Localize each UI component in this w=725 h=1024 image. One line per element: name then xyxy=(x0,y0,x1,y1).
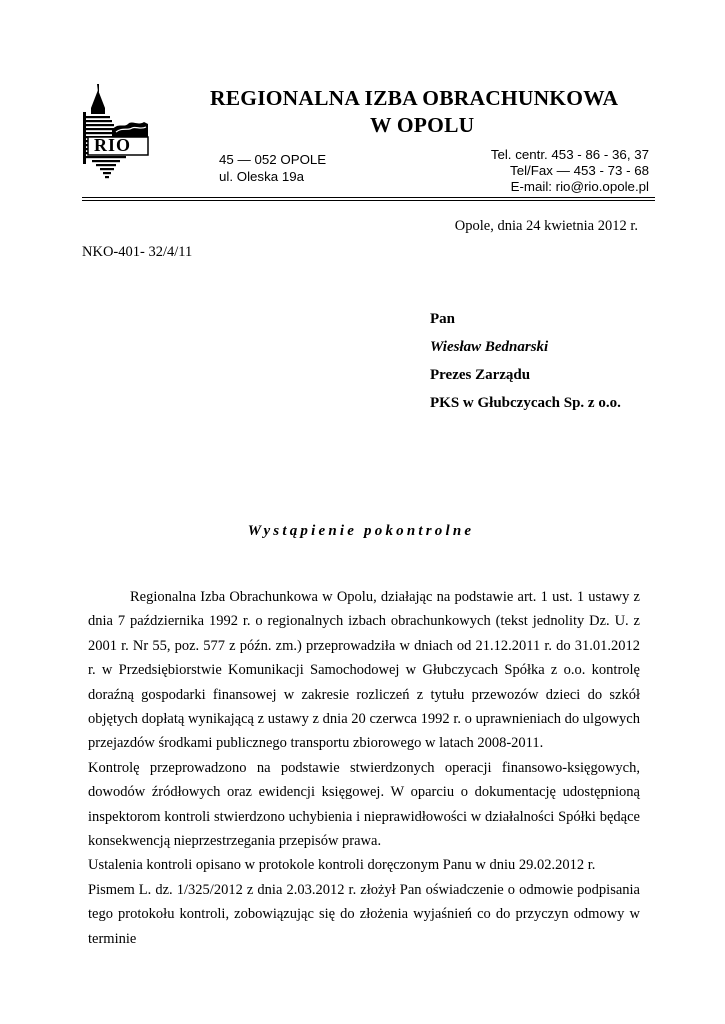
body-paragraph: Ustalenia kontroli opisano w protokole kontroli doręczonym Panu w dniu 29.02.2012 r. xyxy=(88,857,596,874)
reference-number: NKO-401- 32/4/11 xyxy=(82,244,193,260)
recipient-position: Prezes Zarządu xyxy=(430,367,531,383)
recipient-company: PKS w Głubczycach Sp. z o.o. xyxy=(430,395,621,411)
fax-number: Tel/Fax — 453 - 73 - 68 xyxy=(510,163,649,178)
document-heading xyxy=(0,523,725,540)
body-paragraph: Regionalna Izba Obrachunkowa w Opolu, działając na podstawie art. 1 ust. 1 ustawy z dnia 7 października 1992 r. o regionalnych izbach obrachunkowych (tekst jednolity Dz. U. z 2001 r. Nr 55, poz. 577 z późn. zm.) przeprowadziła w dniach od 21.12.2011 r. do 31.01.2012 r. w Przedsiębiorstwie Komunikacji Samochodowej w Głubczycach Spółka z o.o. kontrolę doraźną gospodarki finansowej w zakresie rozliczeń z tytułu przewozów dzieci do szkół objętych dopłatą wynikającą z ustawy z dnia 20 czerwca 1992 r. o uprawnieniach do ulgowych przejazdów środkami publicznego transportu zbiorowego w latach 2008-2011. xyxy=(88,589,640,752)
letter-body xyxy=(88,585,640,951)
postal-code: 45 — 052 OPOLE xyxy=(219,152,327,167)
header-divider xyxy=(82,200,655,201)
phone-number: Tel. centr. 453 - 86 - 36, 37 xyxy=(490,147,649,162)
heading-text: Wystąpienie pokontrolne xyxy=(247,523,475,539)
recipient-salutation: Pan xyxy=(430,311,456,327)
email-address: E-mail: rio@rio.opole.pl xyxy=(510,179,649,194)
tower-emblem-icon xyxy=(78,82,156,184)
recipient-name: Wiesław Bednarski xyxy=(430,339,549,355)
body-paragraph: Pismem L. dz. 1/325/2012 z dnia 2.03.2012 r. złożył Pan oświadczenie o odmowie podpisania tego protokołu kontroli, zobowiązując się do złożenia wyjaśnień co do przyczyn odmowy w terminie xyxy=(88,881,640,947)
logo-text: RIO xyxy=(94,135,132,155)
rio-logo xyxy=(78,82,156,184)
street-address: ul. Oleska 19a xyxy=(219,169,305,184)
header-divider xyxy=(82,197,655,198)
letter-date: Opole, dnia 24 kwietnia 2012 r. xyxy=(454,218,638,234)
body-paragraph: Kontrolę przeprowadzono na podstawie stwierdzonych operacji finansowo-księgowych, dowodów źródłowych oraz ewidencji księgowej. W oparciu o dokumentację udostępnioną inspektorom kontroli stwierdzono uchybienia i nieprawidłowości w działalności Spółki będące konsekwencją nieprzestrzegania przepisów prawa. xyxy=(88,759,640,850)
institution-title: REGIONALNA IZBA OBRACHUNKOWA xyxy=(210,86,619,110)
institution-city: W OPOLU xyxy=(370,113,475,137)
